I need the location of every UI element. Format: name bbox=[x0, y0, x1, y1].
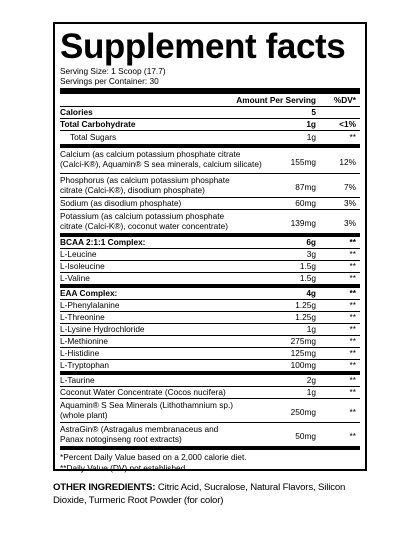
nutrient-row bbox=[60, 288, 360, 300]
nutrient-name: L-Histidine bbox=[60, 348, 100, 358]
nutrient-name: Coconut Water Concentrate (Cocos nucifera) bbox=[60, 387, 226, 397]
nutrient-amount: 275mg bbox=[290, 336, 316, 346]
nutrient-name: Calcium (as calcium potassium phosphate citrate (Calci-K®), Aquamin® S sea minerals, calcium silicate) bbox=[60, 149, 262, 169]
nutrient-row bbox=[60, 261, 360, 273]
nutrient-dv: ** bbox=[349, 249, 356, 259]
nutrient-amount: 3g bbox=[306, 249, 316, 259]
nutrient-dv: ** bbox=[349, 324, 356, 334]
nutrient-dv: ** bbox=[349, 312, 356, 322]
nutrient-row bbox=[60, 312, 360, 324]
nutrient-amount: 60mg bbox=[295, 198, 316, 208]
nutrient-dv: ** bbox=[349, 336, 356, 346]
nutrient-name: AstraGin® (Astragalus membranaceus and Panax notoginseng root extracts) bbox=[60, 424, 219, 444]
nutrient-amount: 1g bbox=[306, 132, 316, 142]
nutrient-name: EAA Complex: bbox=[60, 288, 118, 298]
nutrient-dv: ** bbox=[349, 273, 356, 283]
nutrient-name: L-Leucine bbox=[60, 249, 97, 259]
nutrient-dv: ** bbox=[349, 237, 356, 247]
nutrient-amount: 2g bbox=[306, 375, 316, 385]
nutrient-name: Total Sugars bbox=[70, 132, 117, 142]
nutrient-dv: 12% bbox=[339, 157, 356, 167]
nutrient-amount: 139mg bbox=[290, 218, 316, 228]
servings-per-container: Servings per Container: 30 bbox=[60, 76, 159, 86]
nutrient-name: L-Phenylalanine bbox=[60, 300, 120, 310]
nutrient-row bbox=[60, 387, 360, 399]
nutrient-name: BCAA 2:1:1 Complex: bbox=[60, 237, 146, 247]
nutrient-row bbox=[60, 300, 360, 312]
nutrient-name: Aquamin® S Sea Minerals (Lithothamnium sp.) (whole plant) bbox=[60, 400, 234, 420]
nutrient-name: Sodium (as disodium phosphate) bbox=[60, 198, 182, 208]
nutrient-amount: 5 bbox=[311, 107, 316, 117]
nutrient-name: L-Threonine bbox=[60, 312, 105, 322]
nutrient-dv: ** bbox=[349, 407, 356, 417]
nutrient-name: Calories bbox=[60, 107, 93, 117]
nutrient-name: L-Isoleucine bbox=[60, 261, 105, 271]
nutrient-row bbox=[60, 237, 360, 249]
nutrient-row bbox=[60, 375, 360, 387]
supplement-facts-panel bbox=[53, 22, 367, 471]
nutrient-row bbox=[60, 131, 360, 145]
nutrient-amount: 50mg bbox=[295, 431, 316, 441]
nutrient-row bbox=[60, 324, 360, 336]
nutrient-amount: 4g bbox=[306, 288, 316, 298]
amount-per-serving-header: Amount Per Serving bbox=[236, 95, 316, 105]
nutrient-amount: 125mg bbox=[290, 348, 316, 358]
footnote-dv-not-established: **Daily Value (DV) not established. bbox=[60, 462, 188, 473]
nutrient-name: Total Carbohydrate bbox=[60, 119, 136, 129]
nutrient-row bbox=[60, 174, 360, 198]
nutrient-name: L-Tryptophan bbox=[60, 360, 110, 370]
footnotes bbox=[60, 450, 360, 473]
other-ingredients-text: Citric Acid, Sucralose, Natural Flavors, Silicon Dioxide, Turmeric Root Powder (for color) bbox=[53, 482, 346, 506]
nutrient-amount: 1.25g bbox=[295, 300, 316, 310]
nutrient-amount: 1g bbox=[306, 387, 316, 397]
nutrient-name: Phosphorus (as calcium potassium phosphate citrate (Calci-K®), disodium phosphate) bbox=[60, 175, 230, 195]
nutrient-dv: ** bbox=[349, 261, 356, 271]
nutrient-dv: ** bbox=[349, 132, 356, 142]
nutrient-amount: 250mg bbox=[290, 407, 316, 417]
nutrient-row bbox=[60, 249, 360, 261]
nutrient-row bbox=[60, 399, 360, 423]
nutrient-dv: ** bbox=[349, 360, 356, 370]
nutrient-dv: 7% bbox=[344, 182, 356, 192]
nutrient-row bbox=[60, 198, 360, 210]
nutrient-name: L-Valine bbox=[60, 273, 90, 283]
nutrient-row bbox=[60, 273, 360, 285]
nutrient-row bbox=[60, 348, 360, 360]
nutrient-row bbox=[60, 423, 360, 447]
nutrient-amount: 1g bbox=[306, 324, 316, 334]
nutrient-dv: ** bbox=[349, 431, 356, 441]
nutrient-name: L-Taurine bbox=[60, 375, 95, 385]
nutrient-row bbox=[60, 148, 360, 174]
nutrient-amount: 6g bbox=[306, 237, 316, 247]
nutrient-dv: ** bbox=[349, 288, 356, 298]
nutrient-name: L-Methionine bbox=[60, 336, 108, 346]
nutrient-amount: 1g bbox=[306, 119, 316, 129]
nutrient-row bbox=[60, 119, 360, 131]
nutrient-dv: 3% bbox=[344, 198, 356, 208]
dv-header: %DV* bbox=[333, 95, 356, 105]
nutrient-amount: 155mg bbox=[290, 157, 316, 167]
serving-size: Serving Size: 1 Scoop (17.7) bbox=[60, 66, 166, 76]
nutrient-dv: ** bbox=[349, 300, 356, 310]
panel-title: Supplement facts bbox=[60, 27, 346, 66]
nutrient-dv: 3% bbox=[344, 218, 356, 228]
other-ingredients-label: OTHER INGREDIENTS: bbox=[53, 482, 156, 493]
nutrient-row bbox=[60, 336, 360, 348]
nutrient-row bbox=[60, 360, 360, 372]
footnote-percent-dv: *Percent Daily Value based on a 2,000 calorie diet. bbox=[60, 452, 247, 462]
column-header bbox=[60, 94, 360, 107]
nutrient-amount: 100mg bbox=[290, 360, 316, 370]
nutrient-name: Potassium (as calcium potassium phosphate citrate (Calci-K®), coconut water concentrate) bbox=[60, 211, 228, 231]
nutrient-rows bbox=[60, 107, 360, 450]
nutrient-dv: ** bbox=[349, 375, 356, 385]
nutrient-amount: 1.5g bbox=[299, 261, 316, 271]
other-ingredients bbox=[53, 482, 363, 507]
nutrient-dv: ** bbox=[349, 348, 356, 358]
nutrient-amount: 87mg bbox=[295, 182, 316, 192]
nutrient-amount: 1.25g bbox=[295, 312, 316, 322]
nutrient-row bbox=[60, 210, 360, 234]
nutrient-amount: 1.5g bbox=[299, 273, 316, 283]
nutrient-dv: <1% bbox=[339, 119, 356, 129]
nutrient-row bbox=[60, 107, 360, 119]
nutrient-dv: ** bbox=[349, 387, 356, 397]
nutrient-name: L-Lysine Hydrochloride bbox=[60, 324, 145, 334]
